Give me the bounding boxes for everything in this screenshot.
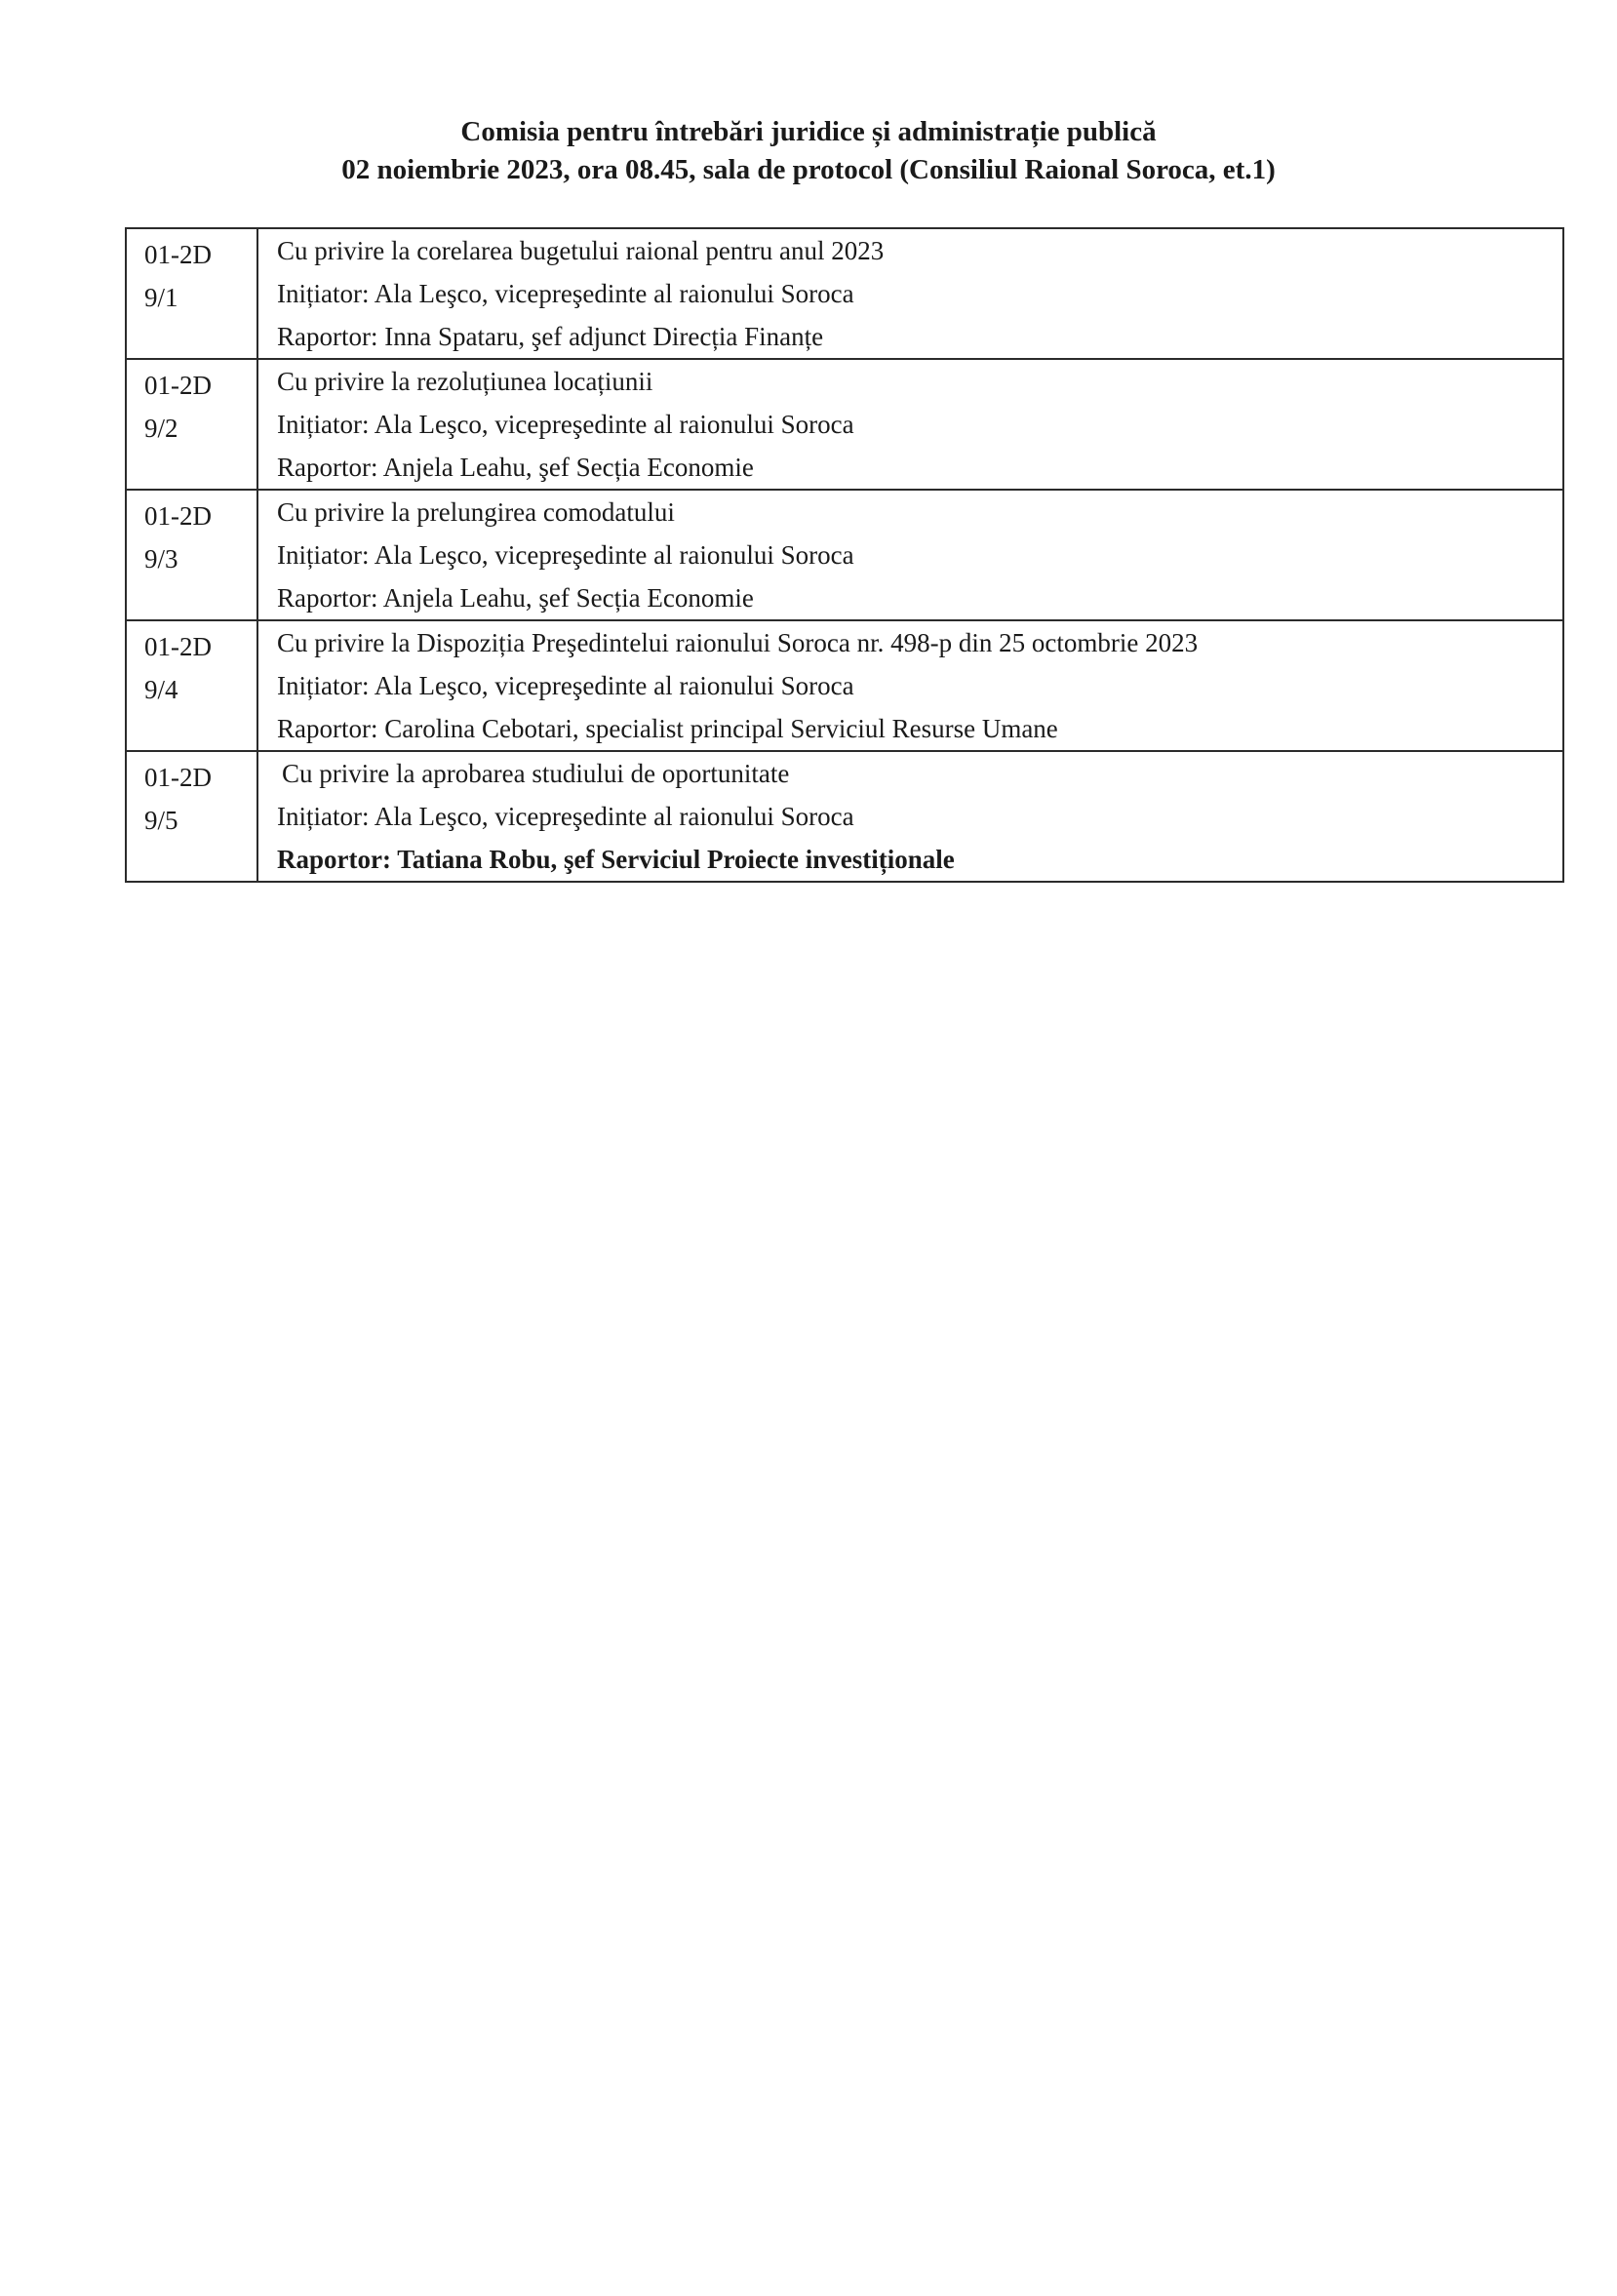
agenda-initiator: Inițiator: Ala Leşco, vicepreşedinte al raionului Soroca	[277, 671, 854, 700]
agenda-code: 01-2D	[144, 240, 212, 269]
agenda-body-cell	[257, 228, 1563, 359]
agenda-number: 9/3	[144, 544, 178, 574]
agenda-code-cell	[126, 359, 257, 490]
document-header	[0, 113, 1617, 189]
agenda-row	[126, 228, 1563, 359]
agenda-title: Cu privire la Dispoziția Preşedintelui raionului Soroca nr. 498-p din 25 octombrie 2023	[277, 628, 1199, 657]
agenda-initiator: Inițiator: Ala Leşco, vicepreşedinte al raionului Soroca	[277, 802, 854, 831]
agenda-title: Cu privire la aprobarea studiului de oportunitate	[282, 759, 790, 788]
agenda-number: 9/5	[144, 806, 178, 835]
agenda-initiator: Inițiator: Ala Leşco, vicepreşedinte al raionului Soroca	[277, 540, 854, 570]
header-commission-title: Comisia pentru întrebări juridice și administrație publică	[460, 116, 1157, 147]
agenda-number: 9/4	[144, 675, 178, 704]
agenda-code-cell	[126, 490, 257, 620]
agenda-body-cell	[257, 490, 1563, 620]
agenda-code: 01-2D	[144, 632, 212, 661]
agenda-table	[125, 227, 1564, 883]
agenda-code-cell	[126, 620, 257, 751]
agenda-code-cell	[126, 751, 257, 882]
agenda-row	[126, 620, 1563, 751]
agenda-number: 9/1	[144, 283, 178, 312]
agenda-row	[126, 359, 1563, 490]
agenda-title: Cu privire la prelungirea comodatului	[277, 497, 675, 527]
agenda-raportor: Raportor: Carolina Cebotari, specialist principal Serviciul Resurse Umane	[277, 714, 1058, 743]
agenda-raportor: Raportor: Anjela Leahu, şef Secția Economie	[277, 453, 754, 482]
agenda-row	[126, 751, 1563, 882]
header-meeting-details: 02 noiembrie 2023, ora 08.45, sala de protocol (Consiliul Raional Soroca, et.1)	[341, 154, 1276, 185]
agenda-raportor: Raportor: Tatiana Robu, şef Serviciul Proiecte investiționale	[277, 845, 955, 874]
agenda-body-cell	[257, 620, 1563, 751]
agenda-code: 01-2D	[144, 763, 212, 792]
agenda-code: 01-2D	[144, 501, 212, 531]
agenda-initiator: Inițiator: Ala Leşco, vicepreşedinte al raionului Soroca	[277, 279, 854, 308]
agenda-raportor: Raportor: Inna Spataru, şef adjunct Direcția Finanțe	[277, 322, 824, 351]
agenda-title: Cu privire la rezoluțiunea locațiunii	[277, 367, 653, 396]
agenda-raportor: Raportor: Anjela Leahu, şef Secția Economie	[277, 583, 754, 613]
agenda-initiator: Inițiator: Ala Leşco, vicepreşedinte al raionului Soroca	[277, 410, 854, 439]
agenda-number: 9/2	[144, 414, 178, 443]
agenda-code: 01-2D	[144, 371, 212, 400]
agenda-title: Cu privire la corelarea bugetului raional pentru anul 2023	[277, 236, 885, 265]
agenda-row	[126, 490, 1563, 620]
agenda-body-cell	[257, 751, 1563, 882]
agenda-code-cell	[126, 228, 257, 359]
agenda-body-cell	[257, 359, 1563, 490]
